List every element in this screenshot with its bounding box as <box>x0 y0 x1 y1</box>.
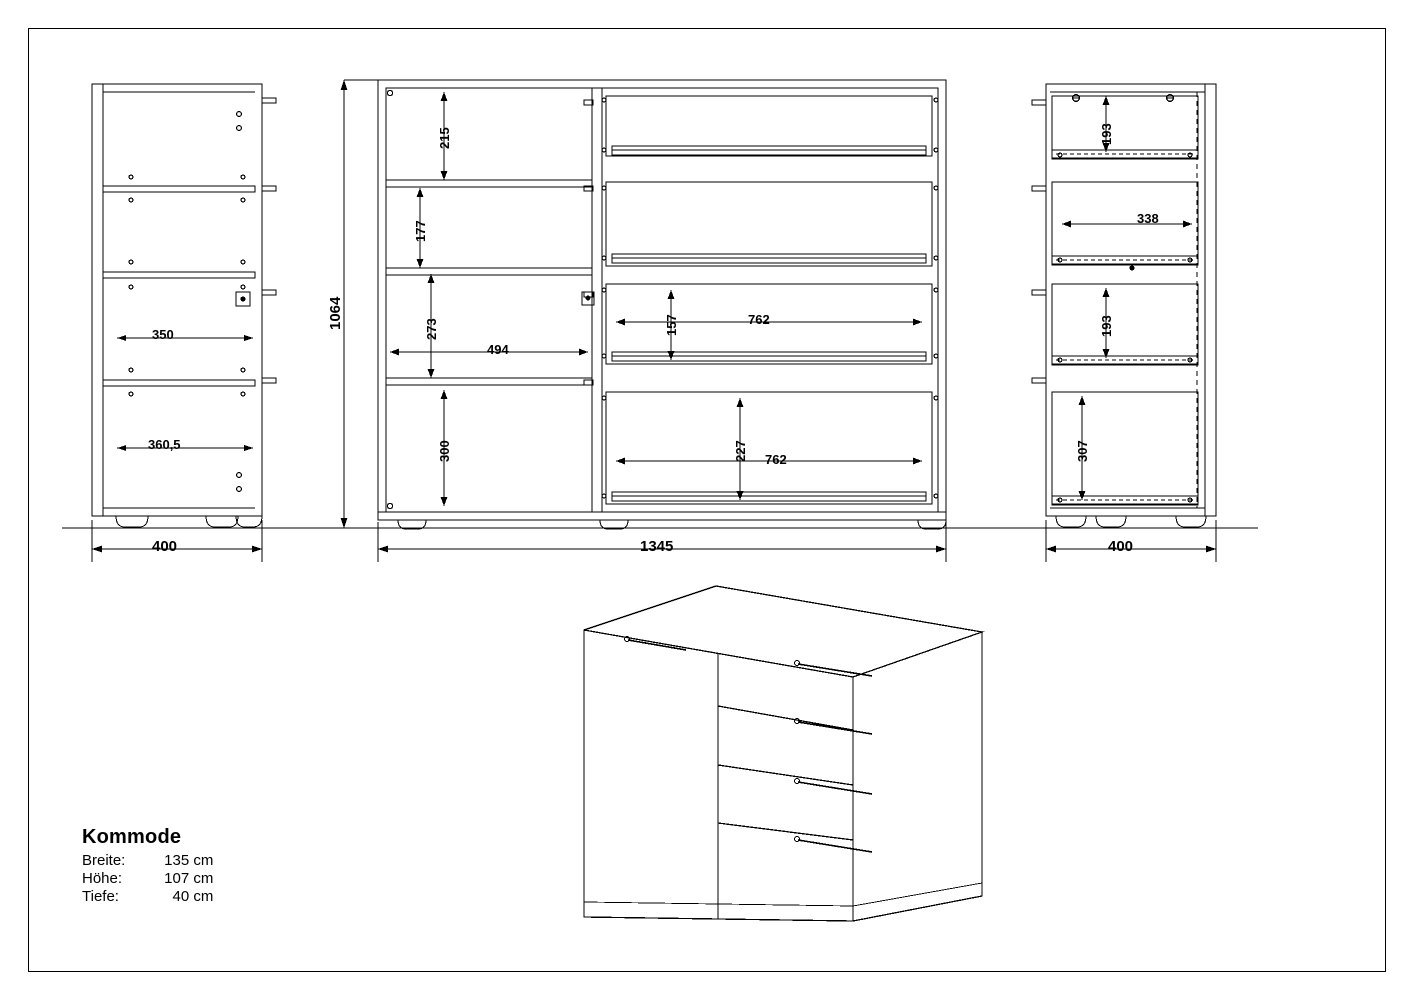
side-view-right-dimensions <box>1046 96 1216 562</box>
spec-value-height: 107 cm <box>164 870 214 887</box>
product-title: Kommode <box>82 826 182 848</box>
dim-right-193-a: 193 <box>1099 123 1114 145</box>
dim-left-350: 350 <box>152 327 174 342</box>
table-row <box>82 888 213 906</box>
side-view-left-outline <box>92 84 276 527</box>
dim-right-307: 307 <box>1075 440 1090 462</box>
dim-front-177: 177 <box>413 220 428 242</box>
perspective-view-outline <box>584 586 982 921</box>
table-row <box>82 870 213 888</box>
spec-value-width: 135 cm <box>164 852 214 869</box>
dim-front-157: 157 <box>664 314 679 336</box>
dim-front-width-1345: 1345 <box>640 538 674 555</box>
dim-right-338: 338 <box>1137 211 1159 226</box>
dim-front-762-top: 762 <box>748 312 770 327</box>
front-view-outline <box>378 80 946 529</box>
spec-key-depth: Tiefe: <box>82 888 119 905</box>
dim-front-273: 273 <box>424 318 439 340</box>
dim-front-227: 227 <box>733 440 748 462</box>
spec-table <box>82 852 213 906</box>
dim-front-762-bottom: 762 <box>765 452 787 467</box>
dim-front-height-1064: 1064 <box>327 296 344 330</box>
dim-left-width-400: 400 <box>152 538 178 555</box>
dim-left-360-5: 360,5 <box>148 437 181 452</box>
side-view-right-outline <box>1032 84 1216 527</box>
dim-front-494: 494 <box>487 342 509 357</box>
dim-front-215: 215 <box>437 127 452 149</box>
table-row <box>82 852 213 870</box>
title-block <box>82 826 213 906</box>
spec-key-width: Breite: <box>82 852 126 869</box>
dim-front-300: 300 <box>437 440 452 462</box>
dim-right-193-b: 193 <box>1099 315 1114 337</box>
spec-key-height: Höhe: <box>82 870 123 887</box>
dim-right-width-400: 400 <box>1108 538 1134 555</box>
spec-value-depth: 40 cm <box>172 888 214 905</box>
